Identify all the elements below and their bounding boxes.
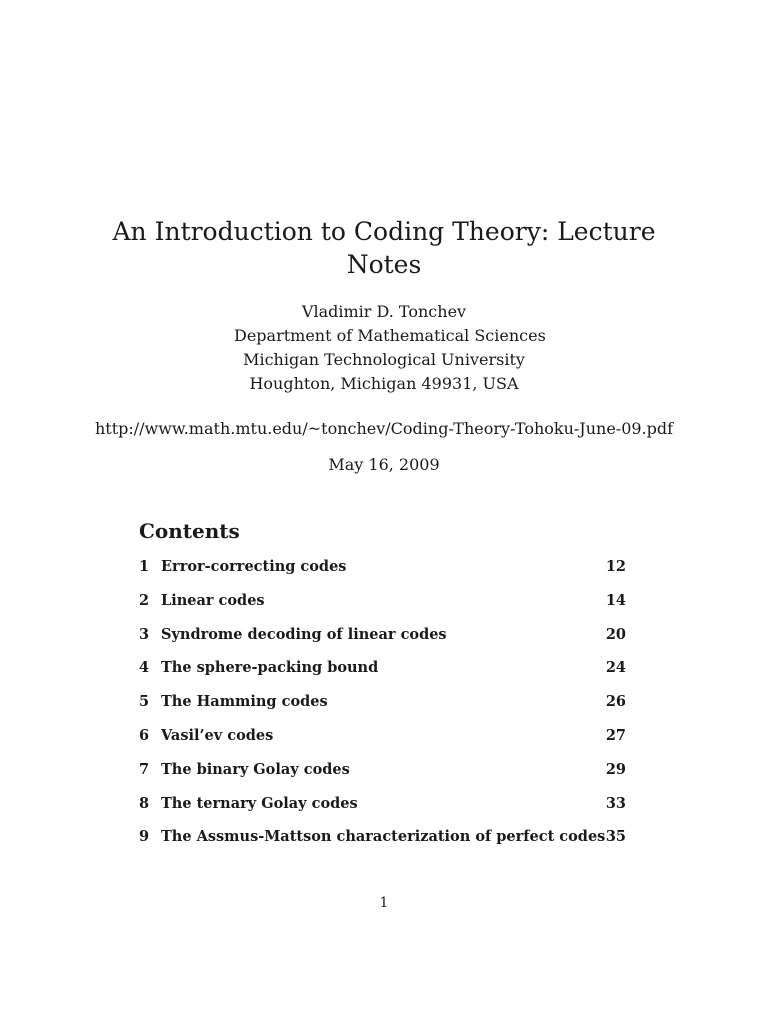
toc-entry-title: Error-correcting codes: [161, 558, 347, 575]
toc-entry[interactable]: [139, 793, 629, 827]
toc-entry-number: 4: [139, 659, 150, 677]
toc-entry-title: Vasil’ev codes: [161, 726, 274, 744]
table-of-contents: [139, 556, 629, 860]
toc-entry[interactable]: [139, 691, 629, 725]
toc-entry[interactable]: [139, 826, 629, 860]
toc-entry-page: 12: [605, 558, 626, 575]
document-title: An Introduction to Coding Theory: Lecture Notes: [112, 217, 656, 279]
toc-entry-number: 5: [139, 693, 150, 711]
toc-entry-page: 33: [605, 794, 626, 812]
toc-entry-title: The ternary Golay codes: [161, 794, 358, 812]
author-address: Houghton, Michigan 49931, USA: [249, 374, 519, 393]
author-department: Department of Mathematical Sciences: [234, 326, 546, 345]
toc-entry-page: 24: [605, 659, 626, 677]
toc-entry[interactable]: [139, 624, 629, 658]
toc-entry-number: 2: [139, 591, 150, 609]
toc-entry-page: 14: [605, 591, 626, 609]
toc-entry-page: 26: [605, 693, 626, 711]
toc-entry-number: 7: [139, 760, 150, 778]
author-name: Vladimir D. Tonchev: [301, 302, 467, 321]
toc-entry-title: The Assmus-Mattson characterization of perfect codes: [161, 828, 606, 846]
toc-entry-title: The binary Golay codes: [161, 760, 350, 778]
toc-entry-number: 8: [139, 794, 150, 812]
toc-entry-title: Linear codes: [161, 591, 265, 609]
toc-entry[interactable]: [139, 590, 629, 624]
toc-entry-number: 6: [139, 726, 150, 744]
toc-entry[interactable]: [139, 657, 629, 691]
toc-entry-title: The Hamming codes: [161, 693, 328, 711]
document-url[interactable]: http://www.math.mtu.edu/~tonchev/Coding-Theory-Tohoku-June-09.pdf: [94, 419, 674, 438]
toc-entry[interactable]: [139, 725, 629, 759]
toc-entry-number: 1: [139, 558, 150, 575]
toc-entry-number: 3: [139, 625, 150, 643]
document-date: May 16, 2009: [328, 455, 440, 474]
toc-entry-page: 20: [605, 625, 626, 643]
page-number: 1: [379, 895, 389, 911]
toc-entry[interactable]: [139, 759, 629, 793]
toc-entry-page: 35: [605, 828, 626, 846]
author-university: Michigan Technological University: [243, 350, 525, 369]
toc-entry-title: Syndrome decoding of linear codes: [161, 625, 447, 643]
toc-entry-title: The sphere-packing bound: [161, 659, 379, 677]
contents-heading: Contents: [139, 519, 240, 543]
toc-entry-number: 9: [139, 828, 150, 846]
toc-entry[interactable]: [139, 556, 629, 590]
author-block: [234, 300, 546, 396]
toc-entry-page: 27: [605, 726, 626, 744]
toc-entry-page: 29: [605, 760, 626, 778]
